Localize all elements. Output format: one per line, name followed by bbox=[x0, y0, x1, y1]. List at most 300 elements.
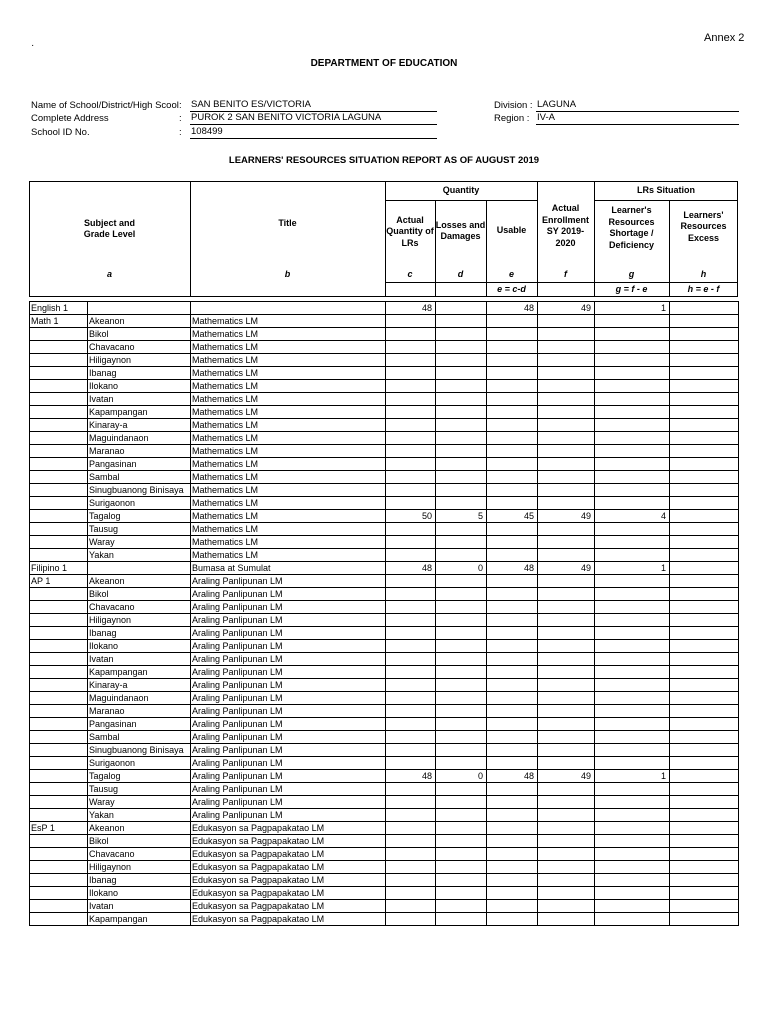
table-row bbox=[30, 367, 739, 380]
cell-title: Araling Panlipunan LM bbox=[191, 809, 386, 822]
cell-actual-qty bbox=[386, 484, 436, 497]
col-letter-h: h bbox=[700, 269, 707, 279]
cell-losses bbox=[436, 393, 487, 406]
cell-excess bbox=[670, 341, 739, 354]
table-row bbox=[30, 757, 739, 770]
cell-actual-qty bbox=[386, 783, 436, 796]
cell-shortage bbox=[595, 653, 670, 666]
cell-language: Tagalog bbox=[88, 510, 191, 523]
cell-actual-qty bbox=[386, 718, 436, 731]
table-row bbox=[30, 536, 739, 549]
cell-title: Mathematics LM bbox=[191, 497, 386, 510]
cell-subject: EsP 1 bbox=[30, 822, 88, 835]
table-row bbox=[30, 705, 739, 718]
school-value: SAN BENITO ES/VICTORIA bbox=[190, 99, 437, 112]
cell-subject bbox=[30, 484, 88, 497]
cell-losses bbox=[436, 848, 487, 861]
cell-shortage bbox=[595, 835, 670, 848]
cell-actual-qty bbox=[386, 653, 436, 666]
cell-language: Akeanon bbox=[88, 315, 191, 328]
cell-shortage: 1 bbox=[595, 562, 670, 575]
cell-losses bbox=[436, 666, 487, 679]
cell-losses bbox=[436, 614, 487, 627]
cell-actual-qty bbox=[386, 692, 436, 705]
cell-language: Tagalog bbox=[88, 770, 191, 783]
cell-title: Araling Panlipunan LM bbox=[191, 640, 386, 653]
cell-subject: Math 1 bbox=[30, 315, 88, 328]
cell-title: Araling Panlipunan LM bbox=[191, 796, 386, 809]
cell-title: Araling Panlipunan LM bbox=[191, 692, 386, 705]
table-row bbox=[30, 484, 739, 497]
cell-usable bbox=[487, 458, 538, 471]
cell-excess bbox=[670, 432, 739, 445]
cell-usable bbox=[487, 328, 538, 341]
cell-actual-qty bbox=[386, 419, 436, 432]
table-row bbox=[30, 497, 739, 510]
cell-losses bbox=[436, 471, 487, 484]
cell-excess bbox=[670, 705, 739, 718]
cell-title: Araling Panlipunan LM bbox=[191, 627, 386, 640]
cell-title: Araling Panlipunan LM bbox=[191, 744, 386, 757]
formula-e: e = c-d bbox=[497, 284, 526, 294]
cell-losses bbox=[436, 783, 487, 796]
cell-actual-qty bbox=[386, 458, 436, 471]
cell-language: Sambal bbox=[88, 471, 191, 484]
cell-enrollment bbox=[538, 861, 595, 874]
cell-language: Ivatan bbox=[88, 653, 191, 666]
table-row bbox=[30, 887, 739, 900]
table-row bbox=[30, 796, 739, 809]
cell-losses bbox=[436, 679, 487, 692]
cell-title: Mathematics LM bbox=[191, 510, 386, 523]
cell-losses bbox=[436, 497, 487, 510]
col-letter-d: d bbox=[457, 269, 464, 279]
cell-losses bbox=[436, 692, 487, 705]
cell-usable bbox=[487, 549, 538, 562]
cell-enrollment bbox=[538, 471, 595, 484]
cell-subject bbox=[30, 679, 88, 692]
cell-actual-qty bbox=[386, 575, 436, 588]
cell-usable bbox=[487, 393, 538, 406]
cell-subject bbox=[30, 887, 88, 900]
cell-enrollment bbox=[538, 705, 595, 718]
cell-usable bbox=[487, 757, 538, 770]
cell-usable bbox=[487, 874, 538, 887]
cell-subject bbox=[30, 861, 88, 874]
cell-subject bbox=[30, 432, 88, 445]
cell-losses bbox=[436, 757, 487, 770]
cell-usable bbox=[487, 861, 538, 874]
cell-shortage bbox=[595, 887, 670, 900]
table-row bbox=[30, 809, 739, 822]
cell-shortage bbox=[595, 692, 670, 705]
cell-subject bbox=[30, 419, 88, 432]
cell-title: Araling Panlipunan LM bbox=[191, 588, 386, 601]
cell-usable bbox=[487, 406, 538, 419]
cell-enrollment bbox=[538, 783, 595, 796]
cell-subject bbox=[30, 458, 88, 471]
cell-title: Mathematics LM bbox=[191, 445, 386, 458]
cell-title: Mathematics LM bbox=[191, 367, 386, 380]
cell-language bbox=[88, 302, 191, 315]
cell-enrollment bbox=[538, 653, 595, 666]
cell-usable bbox=[487, 809, 538, 822]
cell-usable bbox=[487, 653, 538, 666]
cell-usable: 45 bbox=[487, 510, 538, 523]
cell-subject bbox=[30, 809, 88, 822]
cell-losses bbox=[436, 874, 487, 887]
cell-subject bbox=[30, 874, 88, 887]
cell-language: Sambal bbox=[88, 731, 191, 744]
cell-excess bbox=[670, 770, 739, 783]
cell-language: Waray bbox=[88, 796, 191, 809]
cell-excess bbox=[670, 809, 739, 822]
cell-losses bbox=[436, 809, 487, 822]
cell-title: Araling Panlipunan LM bbox=[191, 653, 386, 666]
table-row bbox=[30, 393, 739, 406]
cell-losses bbox=[436, 627, 487, 640]
cell-losses bbox=[436, 328, 487, 341]
cell-subject bbox=[30, 328, 88, 341]
cell-excess bbox=[670, 640, 739, 653]
subject-header: Subject and Grade Level bbox=[83, 217, 136, 239]
division-label: Division : bbox=[494, 100, 533, 111]
cell-actual-qty bbox=[386, 744, 436, 757]
cell-title: Edukasyon sa Pagpapakatao LM bbox=[191, 913, 386, 926]
cell-actual-qty bbox=[386, 757, 436, 770]
cell-language: Chavacano bbox=[88, 341, 191, 354]
cell-usable bbox=[487, 484, 538, 497]
cell-enrollment: 49 bbox=[538, 302, 595, 315]
table-row bbox=[30, 874, 739, 887]
cell-enrollment bbox=[538, 900, 595, 913]
cell-usable bbox=[487, 887, 538, 900]
cell-title: Araling Panlipunan LM bbox=[191, 770, 386, 783]
cell-subject bbox=[30, 367, 88, 380]
cell-enrollment bbox=[538, 393, 595, 406]
cell-language: Tausug bbox=[88, 523, 191, 536]
cell-enrollment: 49 bbox=[538, 510, 595, 523]
cell-enrollment bbox=[538, 575, 595, 588]
cell-enrollment bbox=[538, 640, 595, 653]
cell-language: Maguindanaon bbox=[88, 692, 191, 705]
table-row bbox=[30, 900, 739, 913]
cell-losses bbox=[436, 445, 487, 458]
cell-title: Araling Panlipunan LM bbox=[191, 705, 386, 718]
title-header: Title bbox=[278, 218, 297, 229]
cell-usable bbox=[487, 354, 538, 367]
cell-losses bbox=[436, 705, 487, 718]
cell-usable bbox=[487, 666, 538, 679]
cell-actual-qty bbox=[386, 367, 436, 380]
cell-losses bbox=[436, 588, 487, 601]
cell-subject bbox=[30, 913, 88, 926]
cell-losses bbox=[436, 718, 487, 731]
table-row bbox=[30, 380, 739, 393]
cell-shortage bbox=[595, 497, 670, 510]
cell-language: Ibanag bbox=[88, 874, 191, 887]
cell-subject bbox=[30, 731, 88, 744]
cell-excess bbox=[670, 562, 739, 575]
cell-shortage bbox=[595, 705, 670, 718]
cell-enrollment bbox=[538, 627, 595, 640]
cell-actual-qty bbox=[386, 549, 436, 562]
cell-excess bbox=[670, 393, 739, 406]
cell-subject bbox=[30, 601, 88, 614]
cell-subject bbox=[30, 640, 88, 653]
cell-shortage bbox=[595, 458, 670, 471]
cell-actual-qty bbox=[386, 536, 436, 549]
cell-shortage bbox=[595, 796, 670, 809]
cell-title: Edukasyon sa Pagpapakatao LM bbox=[191, 887, 386, 900]
table-row bbox=[30, 549, 739, 562]
cell-usable bbox=[487, 705, 538, 718]
table-row bbox=[30, 692, 739, 705]
table-row bbox=[30, 588, 739, 601]
cell-language: Ilokano bbox=[88, 640, 191, 653]
cell-enrollment bbox=[538, 523, 595, 536]
cell-excess bbox=[670, 679, 739, 692]
cell-enrollment bbox=[538, 549, 595, 562]
cell-shortage bbox=[595, 601, 670, 614]
cell-shortage bbox=[595, 328, 670, 341]
cell-title: Mathematics LM bbox=[191, 354, 386, 367]
cell-losses bbox=[436, 887, 487, 900]
cell-actual-qty bbox=[386, 380, 436, 393]
table-row bbox=[30, 770, 739, 783]
cell-actual-qty bbox=[386, 497, 436, 510]
cell-excess bbox=[670, 796, 739, 809]
cell-title: Edukasyon sa Pagpapakatao LM bbox=[191, 861, 386, 874]
cell-excess bbox=[670, 536, 739, 549]
cell-usable bbox=[487, 640, 538, 653]
cell-title: Araling Panlipunan LM bbox=[191, 575, 386, 588]
cell-usable bbox=[487, 783, 538, 796]
cell-actual-qty bbox=[386, 822, 436, 835]
cell-enrollment bbox=[538, 796, 595, 809]
cell-subject bbox=[30, 744, 88, 757]
cell-title: Araling Panlipunan LM bbox=[191, 666, 386, 679]
cell-shortage bbox=[595, 354, 670, 367]
cell-excess bbox=[670, 380, 739, 393]
cell-usable: 48 bbox=[487, 302, 538, 315]
cell-usable bbox=[487, 419, 538, 432]
colon: : bbox=[179, 127, 182, 138]
cell-excess bbox=[670, 666, 739, 679]
school-id-value: 108499 bbox=[190, 126, 437, 139]
cell-excess bbox=[670, 900, 739, 913]
table-row bbox=[30, 315, 739, 328]
cell-enrollment bbox=[538, 913, 595, 926]
cell-excess bbox=[670, 757, 739, 770]
table-row bbox=[30, 614, 739, 627]
cell-usable bbox=[487, 367, 538, 380]
cell-subject bbox=[30, 471, 88, 484]
cell-excess bbox=[670, 367, 739, 380]
enrollment-header: Actual Enrollment SY 2019- 2020 bbox=[541, 203, 589, 248]
cell-shortage bbox=[595, 393, 670, 406]
cell-excess bbox=[670, 835, 739, 848]
col-letter-e: e bbox=[508, 269, 514, 279]
table-row bbox=[30, 601, 739, 614]
table-row bbox=[30, 432, 739, 445]
table-row bbox=[30, 731, 739, 744]
table-row bbox=[30, 445, 739, 458]
cell-language: Ibanag bbox=[88, 367, 191, 380]
cell-losses bbox=[436, 315, 487, 328]
cell-enrollment bbox=[538, 718, 595, 731]
cell-enrollment bbox=[538, 328, 595, 341]
cell-shortage bbox=[595, 315, 670, 328]
cell-subject bbox=[30, 536, 88, 549]
cell-losses bbox=[436, 744, 487, 757]
cell-shortage bbox=[595, 900, 670, 913]
cell-actual-qty bbox=[386, 913, 436, 926]
table-row bbox=[30, 835, 739, 848]
cell-usable bbox=[487, 471, 538, 484]
table-row bbox=[30, 328, 739, 341]
cell-actual-qty bbox=[386, 731, 436, 744]
colon: : bbox=[179, 113, 182, 124]
cell-enrollment bbox=[538, 744, 595, 757]
cell-usable: 48 bbox=[487, 562, 538, 575]
cell-subject bbox=[30, 627, 88, 640]
cell-shortage bbox=[595, 757, 670, 770]
cell-subject: English 1 bbox=[30, 302, 88, 315]
cell-language: Kapampangan bbox=[88, 406, 191, 419]
cell-excess bbox=[670, 822, 739, 835]
cell-actual-qty bbox=[386, 848, 436, 861]
cell-enrollment bbox=[538, 887, 595, 900]
lrs-situation-header: LRs Situation bbox=[637, 185, 695, 196]
cell-shortage bbox=[595, 484, 670, 497]
cell-excess bbox=[670, 731, 739, 744]
cell-excess bbox=[670, 692, 739, 705]
cell-losses bbox=[436, 302, 487, 315]
table-row bbox=[30, 848, 739, 861]
cell-shortage bbox=[595, 627, 670, 640]
cell-language: Surigaonon bbox=[88, 757, 191, 770]
cell-language bbox=[88, 562, 191, 575]
cell-actual-qty bbox=[386, 874, 436, 887]
cell-losses bbox=[436, 523, 487, 536]
cell-enrollment bbox=[538, 614, 595, 627]
cell-excess bbox=[670, 406, 739, 419]
cell-actual-qty bbox=[386, 809, 436, 822]
cell-actual-qty bbox=[386, 432, 436, 445]
formula-h: h = e - f bbox=[687, 284, 720, 294]
cell-language: Ivatan bbox=[88, 900, 191, 913]
table-row bbox=[30, 861, 739, 874]
cell-subject bbox=[30, 380, 88, 393]
cell-excess bbox=[670, 484, 739, 497]
cell-actual-qty bbox=[386, 887, 436, 900]
cell-shortage bbox=[595, 822, 670, 835]
cell-subject bbox=[30, 614, 88, 627]
table-row bbox=[30, 783, 739, 796]
cell-shortage bbox=[595, 549, 670, 562]
cell-usable bbox=[487, 848, 538, 861]
cell-enrollment bbox=[538, 536, 595, 549]
table-row bbox=[30, 822, 739, 835]
table-row bbox=[30, 640, 739, 653]
cell-enrollment bbox=[538, 822, 595, 835]
cell-actual-qty bbox=[386, 601, 436, 614]
cell-shortage bbox=[595, 523, 670, 536]
cell-excess bbox=[670, 419, 739, 432]
cell-losses bbox=[436, 913, 487, 926]
report-title: LEARNERS' RESOURCES SITUATION REPORT AS OF AUGUST 2019 bbox=[228, 155, 540, 166]
cell-losses bbox=[436, 653, 487, 666]
cell-title: Mathematics LM bbox=[191, 432, 386, 445]
cell-usable bbox=[487, 445, 538, 458]
cell-usable bbox=[487, 614, 538, 627]
cell-actual-qty bbox=[386, 354, 436, 367]
cell-language: Maranao bbox=[88, 445, 191, 458]
cell-losses bbox=[436, 575, 487, 588]
cell-enrollment bbox=[538, 679, 595, 692]
cell-shortage: 1 bbox=[595, 770, 670, 783]
table-row bbox=[30, 627, 739, 640]
cell-enrollment bbox=[538, 848, 595, 861]
cell-excess bbox=[670, 627, 739, 640]
division-value: LAGUNA bbox=[536, 99, 739, 112]
cell-language: Yakan bbox=[88, 809, 191, 822]
cell-actual-qty: 48 bbox=[386, 562, 436, 575]
cell-language: Surigaonon bbox=[88, 497, 191, 510]
cell-enrollment bbox=[538, 601, 595, 614]
cell-title: Araling Panlipunan LM bbox=[191, 783, 386, 796]
cell-language: Ilokano bbox=[88, 887, 191, 900]
quantity-header: Quantity bbox=[442, 185, 480, 196]
cell-title: Mathematics LM bbox=[191, 315, 386, 328]
cell-title: Mathematics LM bbox=[191, 341, 386, 354]
col-letter-f: f bbox=[564, 269, 567, 279]
cell-enrollment bbox=[538, 432, 595, 445]
cell-losses bbox=[436, 484, 487, 497]
cell-excess bbox=[670, 445, 739, 458]
table-row bbox=[30, 744, 739, 757]
cell-shortage bbox=[595, 744, 670, 757]
cell-language: Bikol bbox=[88, 328, 191, 341]
cell-losses bbox=[436, 640, 487, 653]
cell-usable bbox=[487, 575, 538, 588]
cell-subject bbox=[30, 510, 88, 523]
cell-actual-qty bbox=[386, 341, 436, 354]
cell-language: Ilokano bbox=[88, 380, 191, 393]
cell-language: Kinaray-a bbox=[88, 679, 191, 692]
cell-subject bbox=[30, 757, 88, 770]
cell-title: Mathematics LM bbox=[191, 484, 386, 497]
cell-language: Akeanon bbox=[88, 822, 191, 835]
cell-subject bbox=[30, 770, 88, 783]
colon: : bbox=[179, 100, 182, 111]
table-row bbox=[30, 471, 739, 484]
cell-shortage bbox=[595, 848, 670, 861]
cell-shortage bbox=[595, 913, 670, 926]
cell-usable bbox=[487, 380, 538, 393]
cell-subject bbox=[30, 705, 88, 718]
cell-usable bbox=[487, 718, 538, 731]
cell-usable bbox=[487, 731, 538, 744]
cell-title: Araling Panlipunan LM bbox=[191, 614, 386, 627]
cell-losses bbox=[436, 406, 487, 419]
actual-quantity-header: Actual Quantity of LRs bbox=[386, 214, 434, 248]
cell-shortage: 4 bbox=[595, 510, 670, 523]
cell-shortage bbox=[595, 406, 670, 419]
cell-language: Chavacano bbox=[88, 848, 191, 861]
cell-enrollment bbox=[538, 835, 595, 848]
